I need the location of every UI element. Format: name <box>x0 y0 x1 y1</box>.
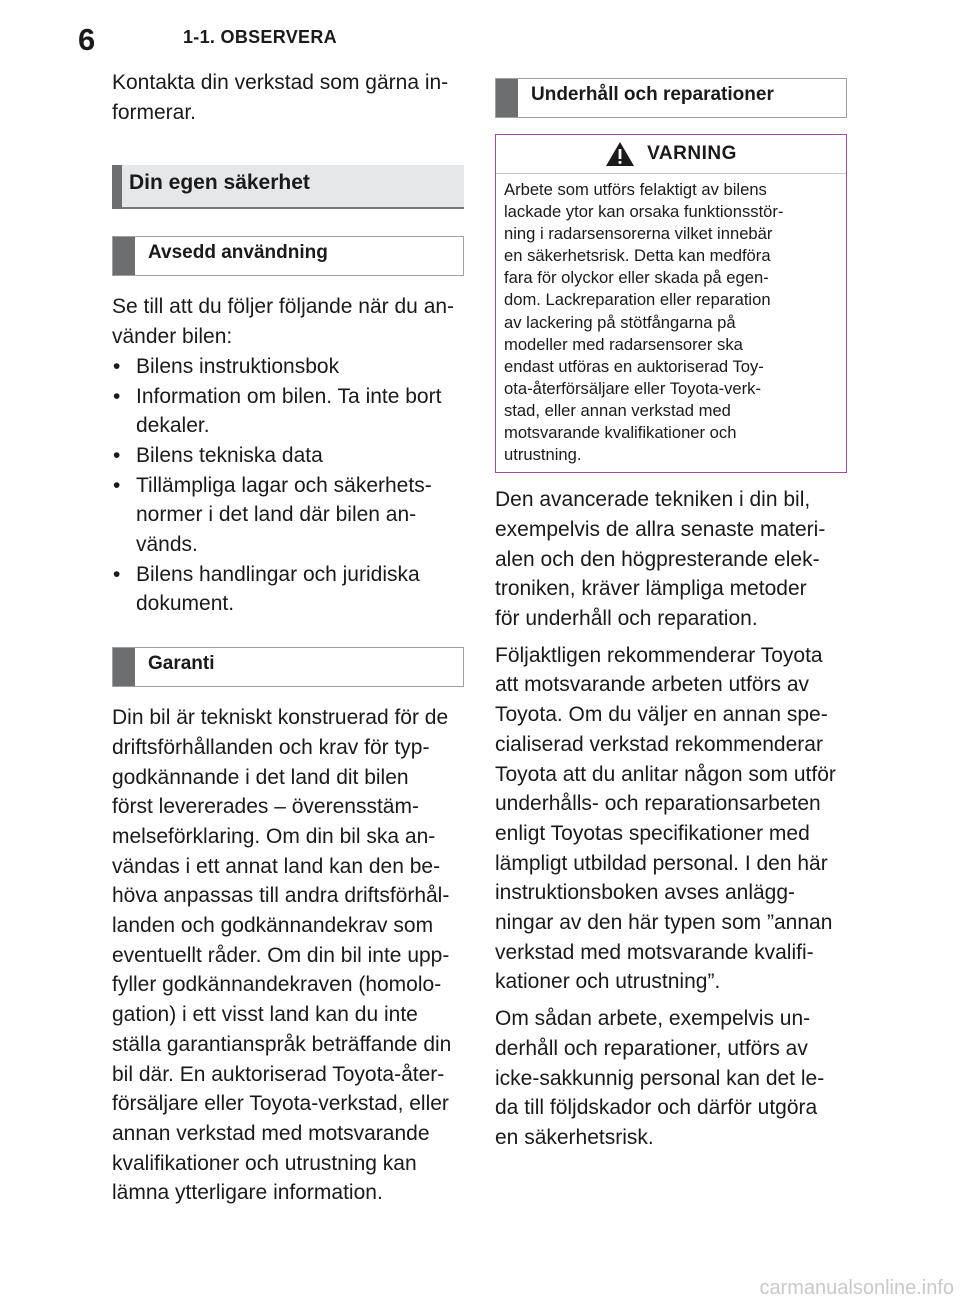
chapter-title: 1-1. OBSERVERA <box>183 27 337 47</box>
list-item: • Information om bilen. Ta inte bort dekaler. <box>112 382 464 441</box>
watermark-url: carmanualsonline.info <box>759 1277 954 1299</box>
paragraph-advanced-tech: Den avancerade tekniken i din bil, exempelvis de allra senaste materi- alen och den högpresterande elek- troniken, kräver lämpliga metoder för underhåll och reparation. <box>495 488 826 631</box>
subheading-intended-use: Avsedd användning <box>112 236 464 276</box>
bullet-list <box>112 352 464 619</box>
intro-paragraph: Kontakta din verkstad som gärna in- formerar. <box>112 71 449 124</box>
list-item: • Bilens instruktionsbok <box>112 352 464 382</box>
paragraph-safety-risk: Om sådan arbete, exempelvis un- derhåll och reparationer, utförs av icke-sakkunnig personal kan det le- da till följdskador och därför utgöra en säkerhetsrisk. <box>495 1007 825 1149</box>
warranty-paragraph: Din bil är tekniskt konstruerad för de driftsförhållanden och krav för typ- godkännande i det land dit bilen först levererades – överensstäm- melseförklaring. Om din bil ska an- vändas i ett annat land kan den be- höva anpassas till andra driftsförhål- landen och godkännandekrav som eventuellt råder. Om din bil inte upp- fyller godkännandekraven (homolo- gation) i ett visst land kan du inte ställa garantianspråk beträffande din bil där. En auktoriserad Toyota-åter- försäljare eller Toyota-verkstad, eller annan verkstad med motsvarande kvalifikationer och utrustning kan lämna ytterligare information. <box>112 706 452 1205</box>
right-column <box>495 68 847 1153</box>
page-number: 6 <box>78 22 96 57</box>
list-item: • Bilens tekniska data <box>112 441 464 471</box>
list-item: • Tillämpliga lagar och säkerhets- normer i det land där bilen an- vänds. <box>112 471 464 560</box>
left-column <box>112 68 464 1208</box>
subheading-maintenance: Underhåll och reparationer <box>495 78 847 118</box>
paragraph-recommendation: Följaktligen rekommenderar Toyota att motsvarande arbeten utförs av Toyota. Om du väljer en annan spe- cialiserad verkstad rekommenderar Toyota att du anlitar någon som utför underhålls- och reparationsarbeten enligt Toyotas specifikationer med lämpligt utbildad personal. I den här instruktionsboken avses anlägg- ningar av den här typen som ”annan verkstad med motsvarande kvalifi- kationer och utrustning”. <box>495 643 836 994</box>
intended-use-paragraph: Se till att du följer följande när du an- vänder bilen: <box>112 295 455 349</box>
warning-title: VARNING <box>647 143 737 164</box>
list-item: • Bilens handlingar och juridiska dokument. <box>112 560 464 619</box>
section-heading-safety: Din egen säkerhet <box>112 165 464 209</box>
warning-triangle-icon <box>605 141 635 167</box>
subheading-warranty: Garanti <box>112 647 464 687</box>
warning-header <box>496 135 846 174</box>
warning-text: Arbete som utförs felaktigt av bilens lackade ytor kan orsaka funktionsstör- ning i radarsensorerna vilket innebär en säkerhetsrisk. Detta kan medföra fara för olyckor eller skada på egen- dom. Lackreparation eller reparation av lackering på stötfångarna på modeller med radarsensorer ska endast utföras en auktoriserad Toy- ota-återförsäljare eller Toyota-verk- stad, eller annan verkstad med motsvarande kvalifikationer och utrustning. <box>504 180 784 465</box>
warning-box <box>495 134 847 473</box>
